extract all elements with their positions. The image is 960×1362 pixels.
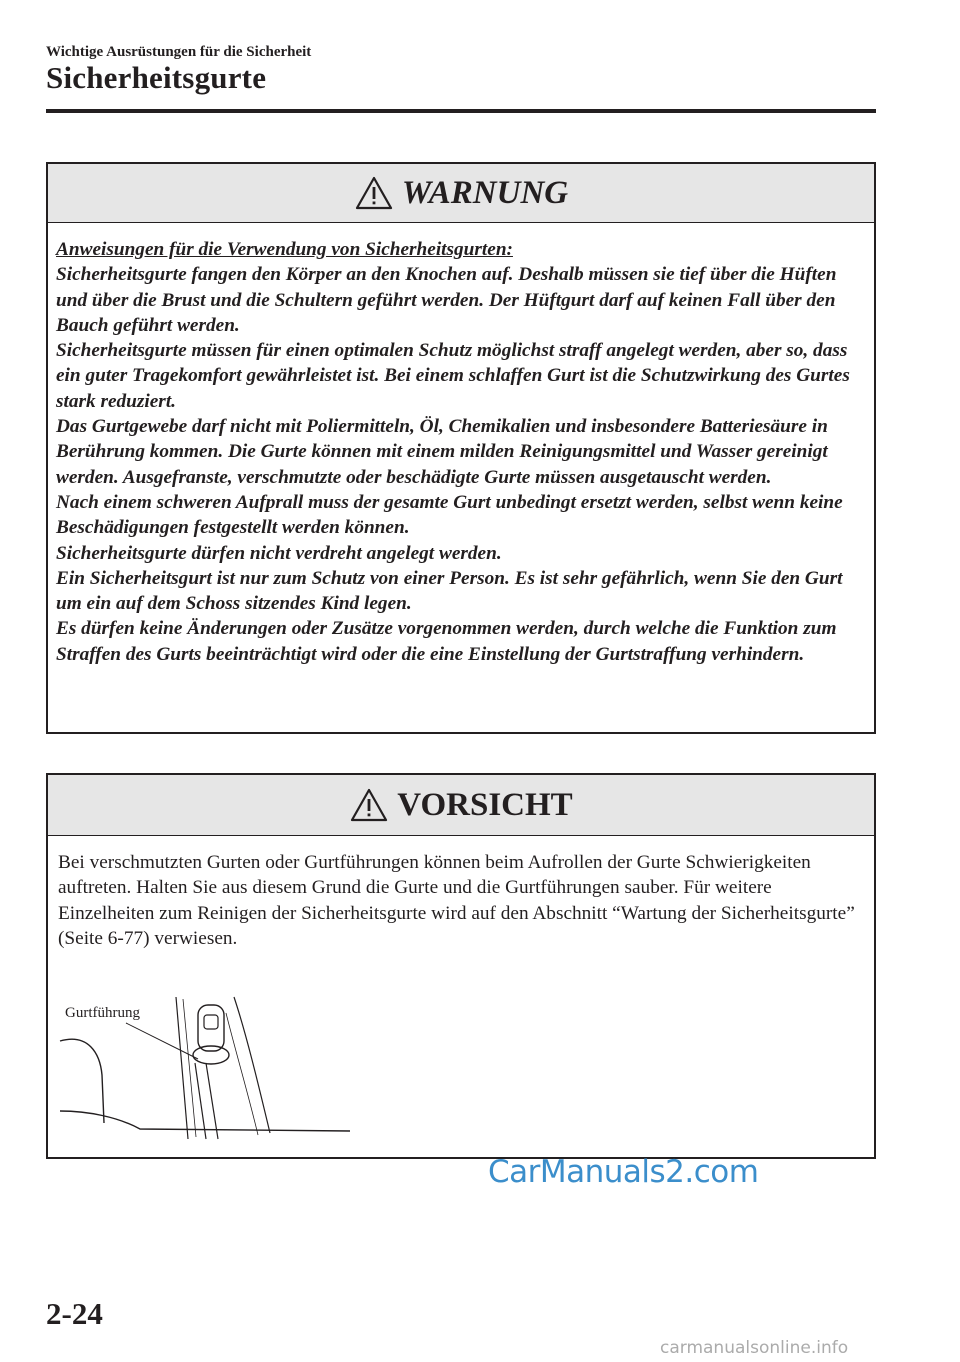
section-label: Wichtige Ausrüstungen für die Sicherheit (46, 44, 312, 60)
warning-paragraph: Es dürfen keine Änderungen oder Zusätze vorgenommen werden, durch welche die Funktion zum Straffen des Gurts beeinträchtigt wird oder die eine Einstellung der Gurtstraffung verhindern. (56, 618, 837, 665)
warning-paragraph: Sicherheitsgurte dürfen nicht verdreht angelegt werden. (56, 542, 502, 564)
warning-paragraph: Das Gurtgewebe darf nicht mit Poliermitteln, Öl, Chemikalien und insbesondere Batteriesäure in Berührung kommen. Die Gurte können mit einem milden Reinigungsmittel und Wasser gereinigt werden. Ausgefranste, verschmutzte oder beschädigte Gurte müssen ausgetauscht werden. (56, 416, 828, 488)
warning-paragraph: Sicherheitsgurte fangen den Körper an den Knochen auf. Deshalb müssen sie tief über die Hüften und über die Brust und die Schultern geführt werden. Der Hüftgurt darf auf keinen Fall über den Bauch geführt werden. (56, 264, 837, 336)
warning-box (46, 162, 876, 734)
warning-header (48, 164, 874, 223)
page-title: Sicherheitsgurte (46, 60, 267, 95)
illustration-label: Gurtführung (65, 1005, 140, 1021)
warning-body (48, 223, 874, 667)
warning-paragraph: Ein Sicherheitsgurt ist nur zum Schutz von einer Person. Es ist sehr gefährlich, wenn Sie den Gurt um ein auf dem Schoss sitzendes Kind legen. (56, 567, 843, 615)
caution-header (48, 775, 874, 836)
warning-triangle-icon (354, 175, 394, 211)
watermark: CarManuals2.com (488, 1154, 759, 1190)
caution-title: VORSICHT (397, 786, 573, 823)
title-divider (46, 109, 876, 113)
page-number: 2-24 (46, 1296, 103, 1331)
warning-triangle-icon (349, 787, 389, 823)
caution-body (48, 836, 874, 951)
footer-watermark: carmanualsonline.info (660, 1338, 849, 1358)
warning-paragraph: Nach einem schweren Aufprall muss der gesamte Gurt unbedingt ersetzt werden, selbst wenn keine Beschädigungen festgestellt werden können. (56, 491, 843, 539)
warning-title: WARNUNG (401, 174, 569, 211)
warning-paragraph: Sicherheitsgurte müssen für einen optimalen Schutz möglichst straff angelegt werden, aber so, dass ein guter Tragekomfort gewährleistet ist. Bei einem schlaffen Gurt ist die Schutzwirkung des Gurtes stark reduziert. (56, 340, 850, 412)
belt-guide-illustration (58, 993, 358, 1143)
caution-text: Bei verschmutzten Gurten oder Gurtführungen können beim Aufrollen der Gurte Schwierigkeiten auftreten. Halten Sie aus diesem Grund die Gurte und die Gurtführungen sauber. Für weitere Einzelheiten zum Reinigen der Sicherheitsgurte wird auf den Abschnitt “Wartung der Sicherheitsgurte” (Seite 6-77) verwiesen. (58, 852, 855, 949)
warning-subtitle: Anweisungen für die Verwendung von Sicherheitsgurten: (56, 239, 513, 260)
